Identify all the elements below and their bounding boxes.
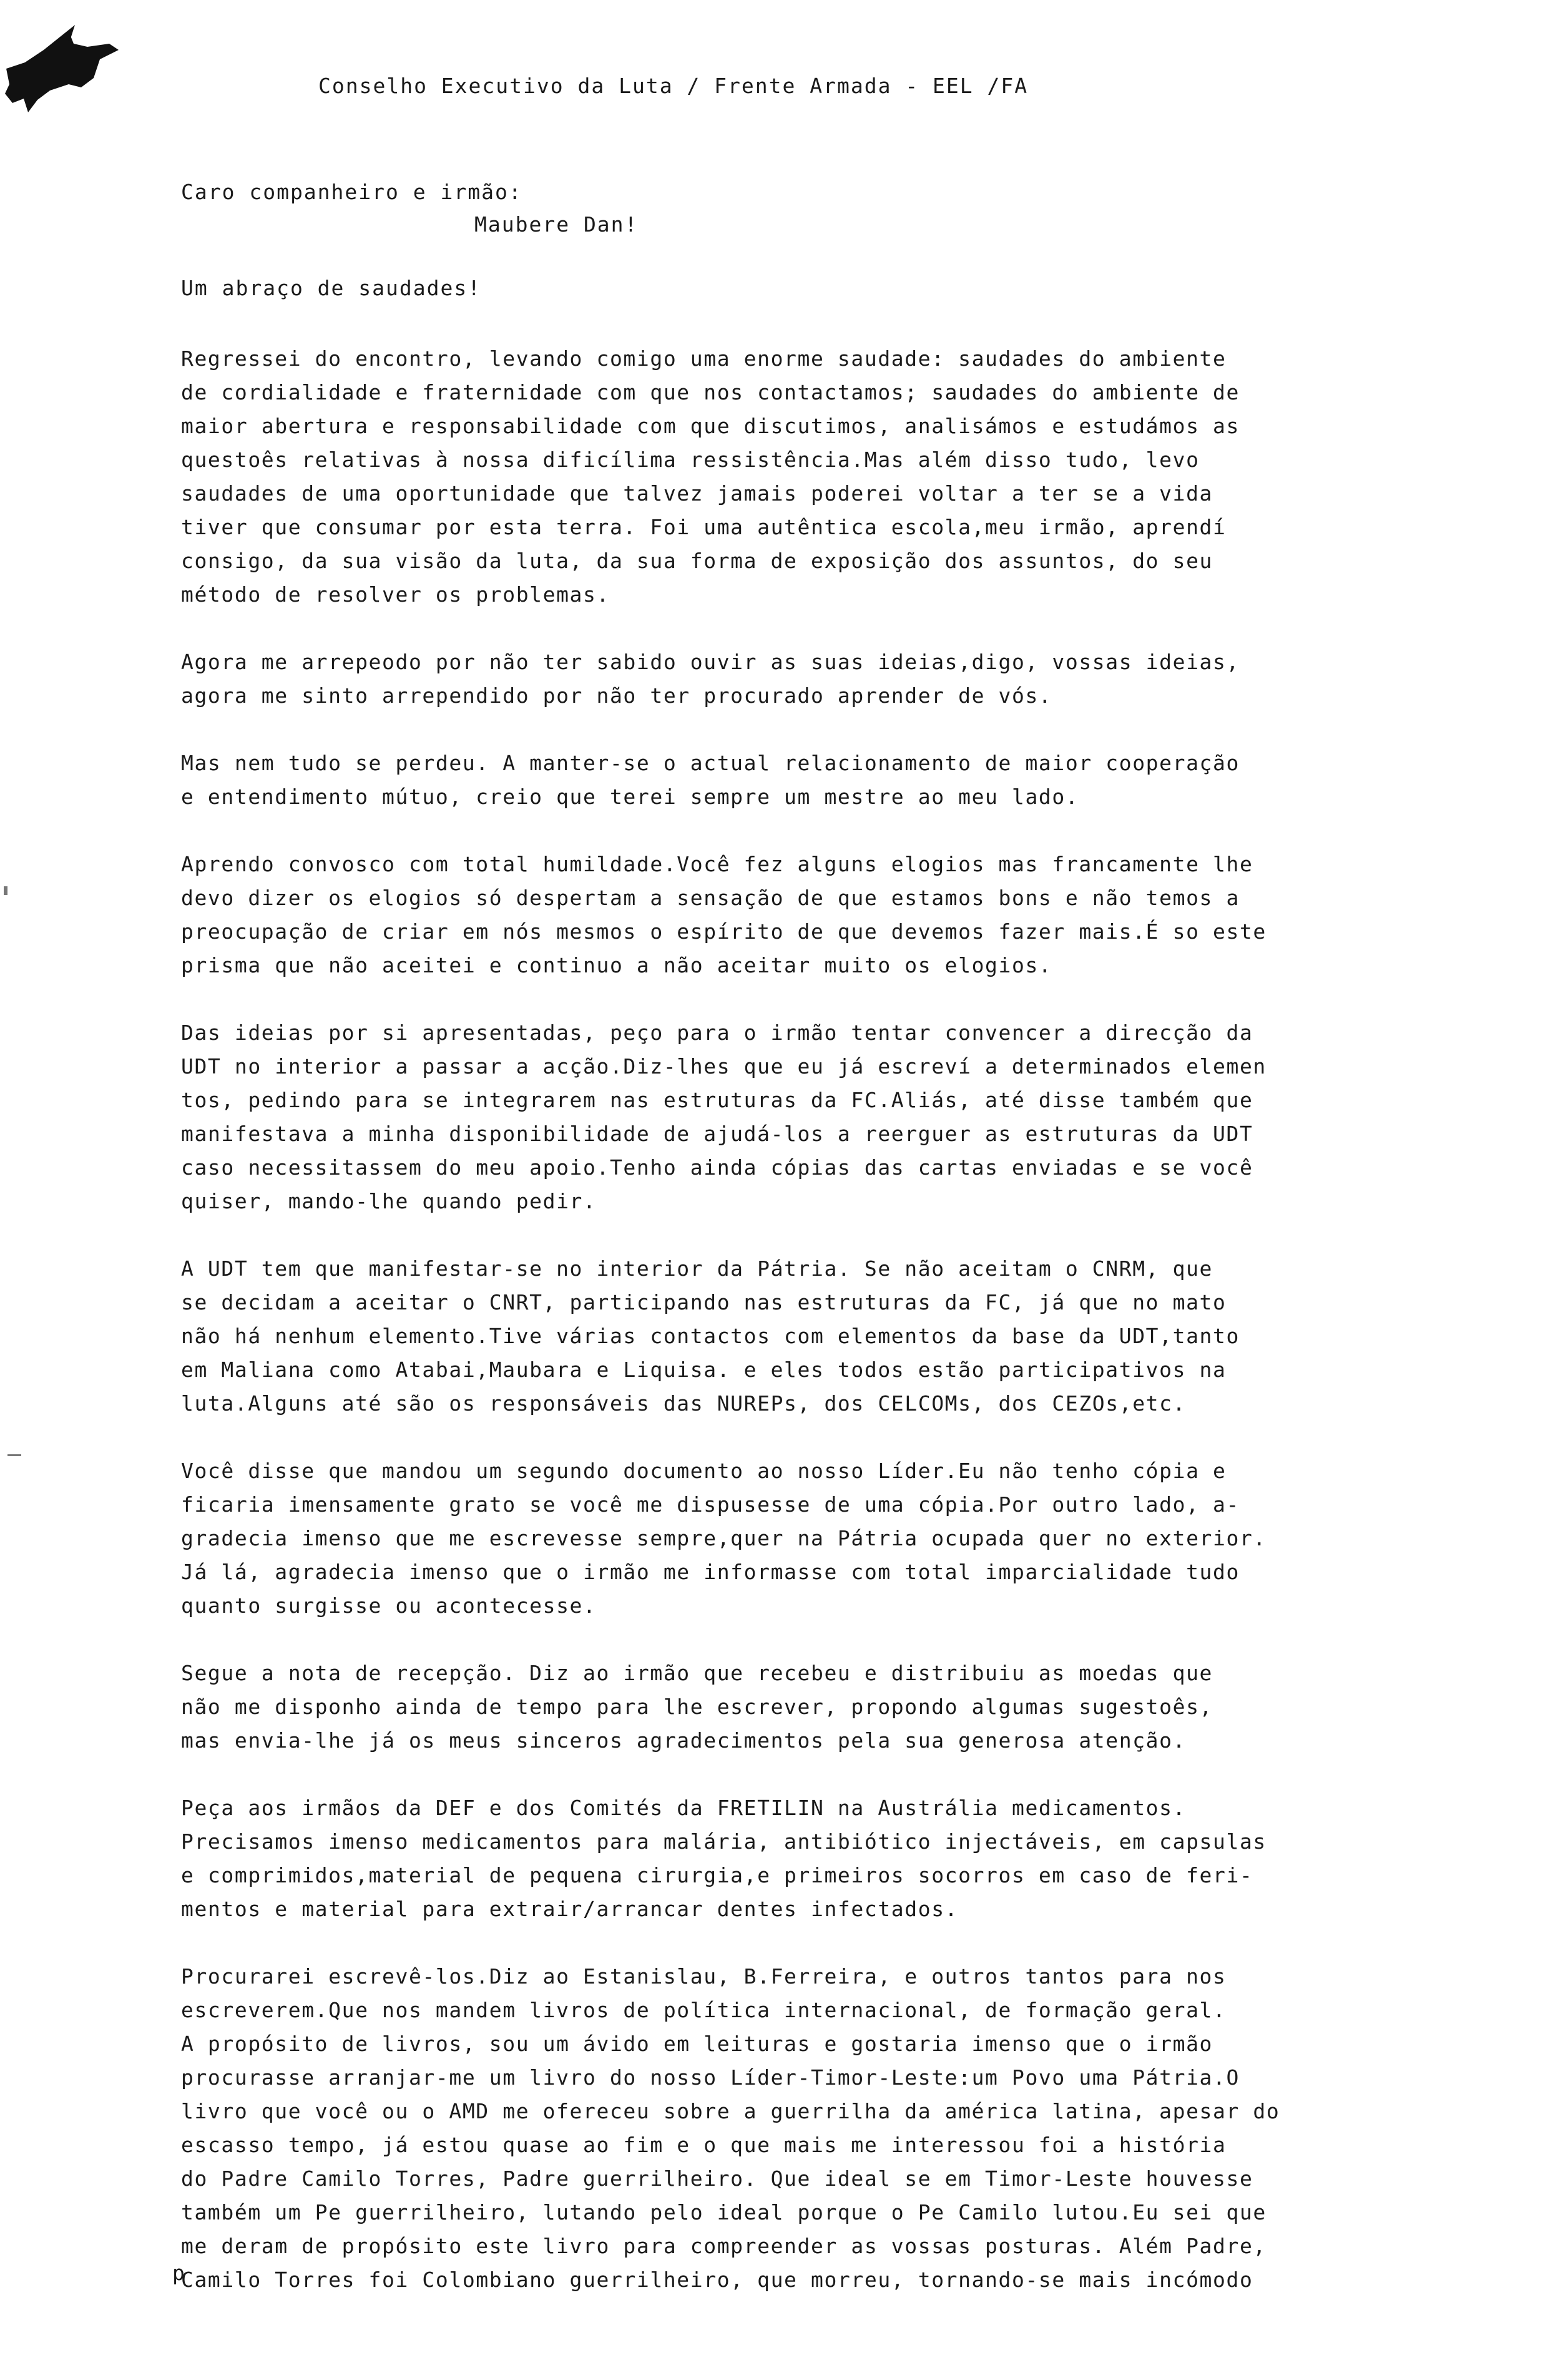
text-line: escreverem.Que nos mandem livros de política internacional, de formação geral.: [181, 1998, 1227, 2022]
paragraph-gap: [181, 612, 1442, 645]
text-line: Aprendo convosco com total humildade.Você fez alguns elogios mas francamente lhe: [181, 852, 1253, 876]
paragraph: [181, 1252, 1442, 1421]
text-line: questoês relativas à nossa dificílima ressistência.Mas além disso tudo, levo: [181, 448, 1200, 472]
text-line: maior abertura e responsabilidade com que discutimos, analisámos e estudámos as: [181, 414, 1240, 438]
text-line: tos, pedindo para se integrarem nas estruturas da FC.Aliás, até disse também que: [181, 1088, 1253, 1112]
text-line: mas envia-lhe já os meus sinceros agradecimentos pela sua generosa atenção.: [181, 1728, 1187, 1753]
text-line: Regressei do encontro, levando comigo uma enorme saudade: saudades do ambiente: [181, 346, 1227, 371]
greeting-line: Um abraço de saudades!: [181, 276, 482, 300]
addressee-name: Maubere Dan!: [474, 212, 639, 237]
text-line: mentos e material para extrair/arrancar dentes infectados.: [181, 1897, 959, 1921]
text-line: e comprimidos,material de pequena cirurgia,e primeiros socorros em caso de feri-: [181, 1863, 1253, 1887]
text-line: devo dizer os elogios só despertam a sensação de que estamos bons e não temos a: [181, 886, 1240, 910]
text-line: manifestava a minha disponibilidade de ajudá-los a reerguer as estruturas da UDT: [181, 1122, 1253, 1146]
ink-blot-mark: [0, 25, 125, 119]
text-line: quanto surgisse ou acontecesse.: [181, 1593, 597, 1618]
paragraph: [181, 342, 1442, 612]
text-line: luta.Alguns até são os responsáveis das NUREPs, dos CELCOMs, dos CEZOs,etc.: [181, 1391, 1187, 1416]
text-line: não há nenhum elemento.Tive várias contactos com elementos da base da UDT,tanto: [181, 1324, 1240, 1348]
document-header: Conselho Executivo da Luta / Frente Armada - EEL /FA: [318, 74, 1029, 98]
text-line: Precisamos imenso medicamentos para malária, antibiótico injectáveis, em capsulas: [181, 1829, 1267, 1854]
paragraph: [181, 1656, 1442, 1758]
text-line: UDT no interior a passar a acção.Diz-lhes que eu já escreví a determinados elemen: [181, 1054, 1267, 1079]
text-line: ficaria imensamente grato se você me dispusesse de uma cópia.Por outro lado, a-: [181, 1492, 1240, 1517]
text-line: procurasse arranjar-me um livro do nosso Líder-Timor-Leste:um Povo uma Pátria.O: [181, 2065, 1240, 2090]
text-line: do Padre Camilo Torres, Padre guerrilheiro. Que ideal se em Timor-Leste houvesse: [181, 2166, 1253, 2191]
letter-body: [181, 342, 1442, 2297]
scan-artifact: [4, 886, 7, 895]
paragraph-gap: [181, 1926, 1442, 1960]
text-line: escasso tempo, já estou quase ao fim e o que mais me interessou foi a história: [181, 2133, 1227, 2157]
text-line: se decidam a aceitar o CNRT, participando nas estruturas da FC, já que no mato: [181, 1290, 1227, 1314]
paragraph: [181, 645, 1442, 713]
text-line: quiser, mando-lhe quando pedir.: [181, 1189, 597, 1213]
paragraph: [181, 848, 1442, 982]
page-footer-mark: p: [172, 2261, 185, 2285]
text-line: tiver que consumar por esta terra. Foi uma autêntica escola,meu irmão, aprendí: [181, 515, 1227, 539]
text-line: em Maliana como Atabai,Maubara e Liquisa. e eles todos estão participativos na: [181, 1358, 1227, 1382]
text-line: Já lá, agradecia imenso que o irmão me informasse com total imparcialidade tudo: [181, 1560, 1240, 1584]
salutation: Caro companheiro e irmão:: [181, 180, 522, 204]
text-line: consigo, da sua visão da luta, da sua forma de exposição dos assuntos, do seu: [181, 549, 1213, 573]
paragraph-gap: [181, 1758, 1442, 1791]
paragraph-gap: [181, 1218, 1442, 1252]
text-line: prisma que não aceitei e continuo a não aceitar muito os elogios.: [181, 953, 1052, 977]
paragraph-gap: [181, 1421, 1442, 1454]
text-line: Agora me arrepeodo por não ter sabido ouvir as suas ideias,digo, vossas ideias,: [181, 650, 1240, 674]
text-line: A UDT tem que manifestar-se no interior da Pátria. Se não aceitam o CNRM, que: [181, 1256, 1213, 1281]
text-line: gradecia imenso que me escrevesse sempre,quer na Pátria ocupada quer no exterior.: [181, 1526, 1267, 1550]
scan-artifact: [7, 1454, 21, 1456]
text-line: não me disponho ainda de tempo para lhe escrever, propondo algumas sugestoês,: [181, 1695, 1213, 1719]
text-line: também um Pe guerrilheiro, lutando pelo ideal porque o Pe Camilo lutou.Eu sei que: [181, 2200, 1267, 2224]
paragraph: [181, 1791, 1442, 1926]
text-line: Camilo Torres foi Colombiano guerrilheiro, que morreu, tornando-se mais incómodo: [181, 2268, 1253, 2292]
text-line: de cordialidade e fraternidade com que nos contactamos; saudades do ambiente de: [181, 380, 1240, 404]
paragraph: [181, 1454, 1442, 1623]
text-line: Procurarei escrevê-los.Diz ao Estanislau, B.Ferreira, e outros tantos para nos: [181, 1964, 1227, 1989]
text-line: caso necessitassem do meu apoio.Tenho ainda cópias das cartas enviadas e se você: [181, 1155, 1253, 1180]
text-line: agora me sinto arrependido por não ter procurado aprender de vós.: [181, 683, 1052, 708]
text-line: me deram de propósito este livro para compreender as vossas posturas. Além Padre,: [181, 2234, 1267, 2258]
text-line: Segue a nota de recepção. Diz ao irmão que recebeu e distribuiu as moedas que: [181, 1661, 1213, 1685]
text-line: Das ideias por si apresentadas, peço para o irmão tentar convencer a direcção da: [181, 1020, 1253, 1045]
paragraph-gap: [181, 713, 1442, 746]
paragraph-gap: [181, 814, 1442, 848]
paragraph-gap: [181, 1623, 1442, 1656]
paragraph: [181, 1960, 1442, 2297]
text-line: Peça aos irmãos da DEF e dos Comités da FRETILIN na Austrália medicamentos.: [181, 1796, 1187, 1820]
paragraph-gap: [181, 982, 1442, 1016]
text-line: preocupação de criar em nós mesmos o espírito de que devemos fazer mais.É so este: [181, 919, 1267, 944]
paragraph: [181, 746, 1442, 814]
text-line: livro que você ou o AMD me ofereceu sobre a guerrilha da américa latina, apesar do: [181, 2099, 1280, 2123]
text-line: Mas nem tudo se perdeu. A manter-se o actual relacionamento de maior cooperação: [181, 751, 1240, 775]
text-line: e entendimento mútuo, creio que terei sempre um mestre ao meu lado.: [181, 785, 1079, 809]
text-line: Você disse que mandou um segundo documento ao nosso Líder.Eu não tenho cópia e: [181, 1459, 1227, 1483]
text-line: saudades de uma oportunidade que talvez jamais poderei voltar a ter se a vida: [181, 481, 1213, 506]
text-line: método de resolver os problemas.: [181, 582, 610, 607]
paragraph: [181, 1016, 1442, 1218]
text-line: A propósito de livros, sou um ávido em leituras e gostaria imenso que o irmão: [181, 2032, 1213, 2056]
